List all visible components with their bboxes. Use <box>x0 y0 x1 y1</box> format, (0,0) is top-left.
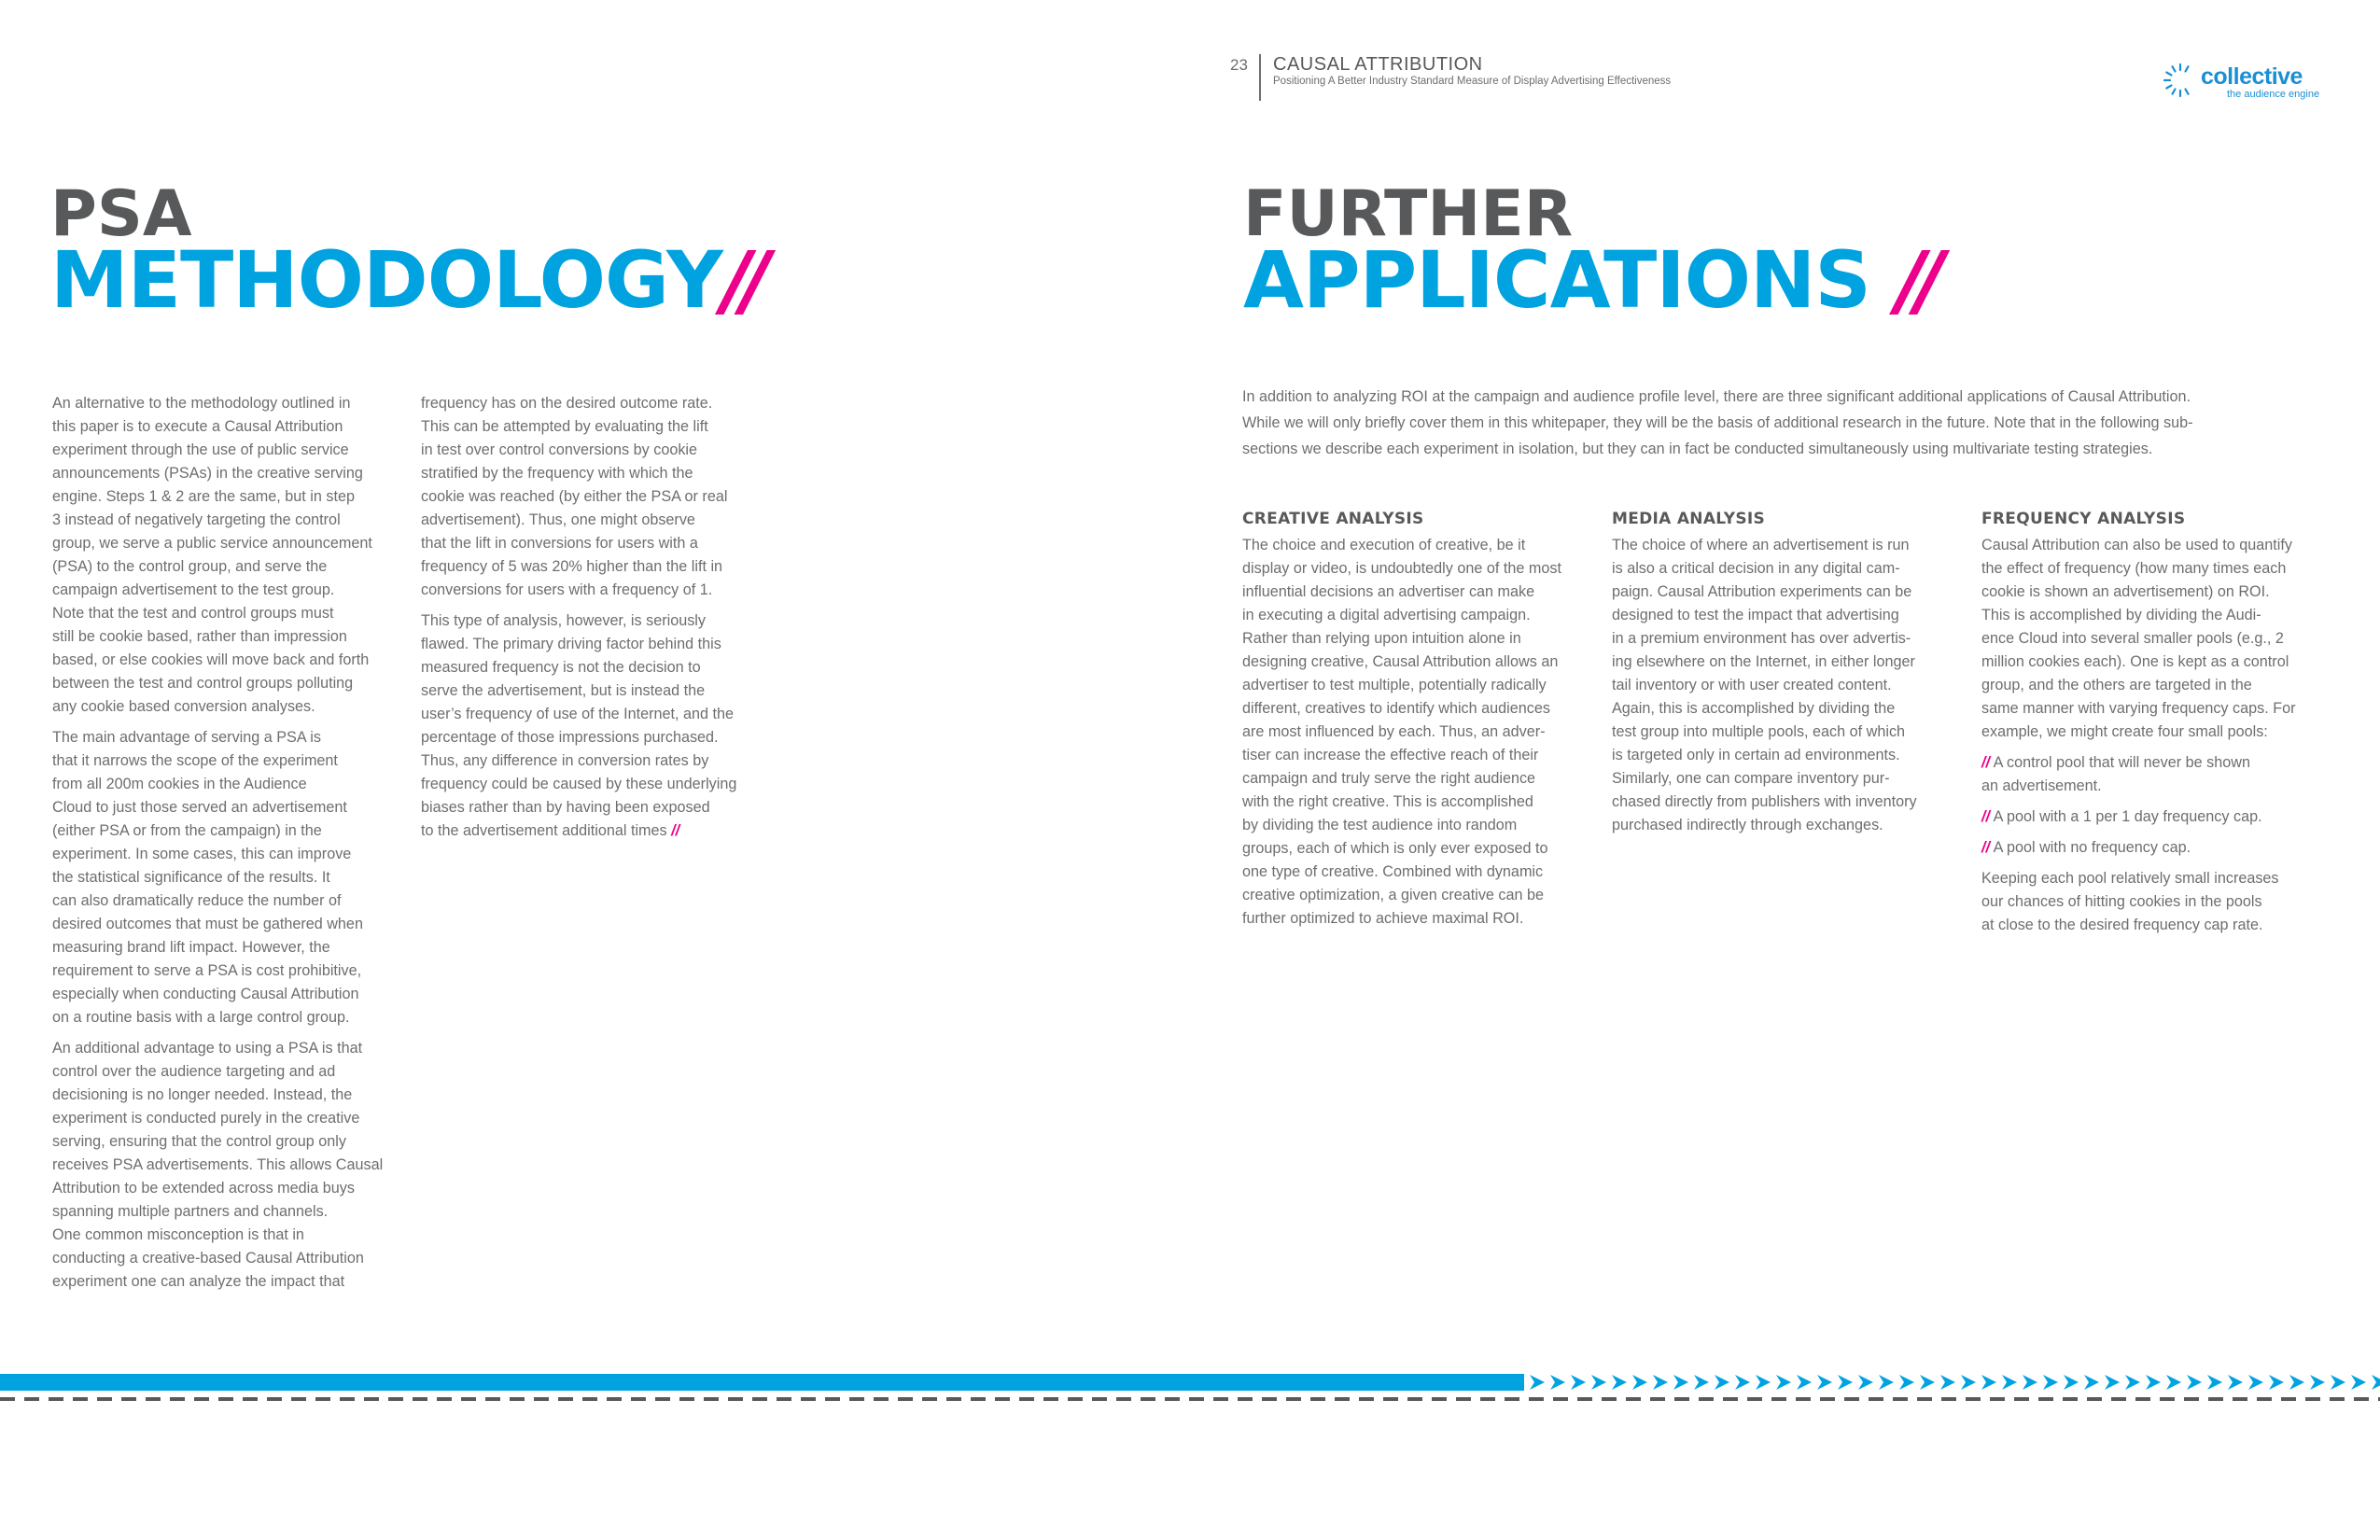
bullet-item <box>1981 836 2355 860</box>
applications-intro: In addition to analyzing ROI at the campaign and audience profile level, there are three significant additional applications of Causal Attribution. While we will only briefly cover them in this whitepaper, they will be the basis of additional research in the future. Note that in the following sub- sections we describe each experiment in isolation, but they can in fact be conducted simultaneously using multivariate testing strategies. <box>1242 388 2193 457</box>
bullet-item <box>1981 805 2355 829</box>
paragraph: Keeping each pool relatively small increases our chances of hitting cookies in the pools at close to the desired frequency cap rate. <box>1981 870 2279 933</box>
logo-wordmark: collective <box>2201 63 2303 90</box>
creative-analysis-title: CREATIVE ANALYSIS <box>1242 510 1424 528</box>
footer-dashed-rule <box>0 1397 2380 1401</box>
chevron-right-icon <box>1673 1374 1689 1391</box>
methodology-heading <box>50 234 762 326</box>
chevron-right-icon <box>2268 1374 2285 1391</box>
chevron-right-icon <box>1878 1374 1895 1391</box>
chevron-right-icon <box>2124 1374 2141 1391</box>
header-divider <box>1259 54 1261 101</box>
bullet-text: A pool with no frequency cap. <box>1993 839 2191 856</box>
collective-logo <box>2162 58 2330 105</box>
chevron-right-icon <box>2206 1374 2223 1391</box>
paragraph: An alternative to the methodology outlined in this paper is to execute a Causal Attribution experiment through the use of public service announcements (PSAs) in the creative serving engine. Steps 1 & 2 are the same, but in step 3 instead of negatively targeting the control group, we serve a public service announcement (PSA) to the control group, and serve the campaign advertisement to the test group. Note that the test and control groups must still be cookie based, rather than impression based, or else cookies will move back and forth between the test and control groups polluting any cookie based conversion analyses. <box>52 395 372 715</box>
psa-column-1 <box>52 392 407 1301</box>
methodology-heading-text: METHODOLOGY <box>50 234 722 326</box>
page-number: 23 <box>1230 56 1248 74</box>
bullet-text: A pool with a 1 per 1 day frequency cap. <box>1993 808 2262 825</box>
media-analysis-section <box>1612 510 1971 837</box>
chevron-right-icon <box>1796 1374 1813 1391</box>
chevron-right-icon <box>2330 1374 2346 1391</box>
chevron-right-icon <box>2001 1374 2018 1391</box>
chevron-right-icon <box>1981 1374 1997 1391</box>
bullet-slash-mark: // <box>1981 808 1990 825</box>
media-analysis-title: MEDIA ANALYSIS <box>1612 510 1766 528</box>
chevron-right-icon <box>2186 1374 2203 1391</box>
chevron-right-icon <box>2289 1374 2305 1391</box>
chevron-right-icon <box>1919 1374 1936 1391</box>
chevron-right-icon <box>1775 1374 1792 1391</box>
paragraph-text: This type of analysis, however, is seriously flawed. The primary driving factor behind this measured frequency is not the decision to serve the advertisement, but is instead the user’s frequency of use of the Internet, and the percentage of those impressions purchased. Thus, any difference in conversion rates by frequency could be caused by these underlying biases rather than by having been exposed to the advertisement additional times <box>421 612 737 839</box>
chevron-right-icon <box>1693 1374 1710 1391</box>
chevron-right-icon <box>1837 1374 1854 1391</box>
chevron-right-icon <box>2350 1374 2367 1391</box>
sunburst-c-icon <box>2162 62 2199 99</box>
paragraph: frequency has on the desired outcome rate. This can be attempted by evaluating the lift in test over control conversions by cookie stratified by the frequency with which the cookie was reached (by either the PSA or real advertisement). Thus, one might observe that the lift in conversions for users with a frequency of 5 was 20% higher than the lift in conversions for users with a frequency of 1. <box>421 395 728 598</box>
chevron-right-icon <box>2063 1374 2079 1391</box>
chevron-right-icon <box>2022 1374 2038 1391</box>
frequency-analysis-section <box>1981 510 2355 945</box>
applications-heading-text: APPLICATIONS <box>1243 234 1870 326</box>
heading-slash-mark: // <box>721 234 762 326</box>
chevron-right-icon <box>1611 1374 1628 1391</box>
bullet-slash-mark: // <box>1981 839 1990 856</box>
bullet-item <box>1981 751 2355 798</box>
chevron-right-icon <box>1939 1374 1956 1391</box>
psa-heading: PSA <box>50 177 192 251</box>
bullet-slash-mark: // <box>1981 754 1990 771</box>
heading-slash-mark: // <box>1897 234 1936 326</box>
chevron-right-icon <box>1549 1374 1566 1391</box>
chevron-right-icon <box>2371 1374 2380 1391</box>
document-title: CAUSAL ATTRIBUTION <box>1273 54 1483 75</box>
chevron-right-icon <box>1857 1374 1874 1391</box>
logo-tagline: the audience engine <box>2227 89 2320 100</box>
chevron-right-icon <box>2247 1374 2264 1391</box>
paragraph <box>421 609 776 843</box>
document-subtitle: Positioning A Better Industry Standard Measure of Display Advertising Effectiveness <box>1273 76 1672 87</box>
end-slash-mark: // <box>671 822 680 839</box>
chevron-right-icon <box>2165 1374 2182 1391</box>
chevron-right-icon <box>2145 1374 2162 1391</box>
frequency-analysis-title: FREQUENCY ANALYSIS <box>1981 510 2186 528</box>
chevron-right-icon <box>2104 1374 2121 1391</box>
paragraph: Causal Attribution can also be used to quantify the effect of frequency (how many times each cookie is shown an advertisement) on ROI. This is accomplished by dividing the Audi- ence Cloud into several smaller pools (e.g., 2 million cookies each). One is kept as a control group, and the others are targeted in the same manner with varying frequency caps. For example, we might create four small pools: <box>1981 537 2296 740</box>
creative-analysis-section <box>1242 510 1602 931</box>
chevron-right-icon <box>1714 1374 1730 1391</box>
chevron-right-icon <box>1816 1374 1833 1391</box>
chevron-right-icon <box>1960 1374 1977 1391</box>
chevron-right-icon <box>2042 1374 2059 1391</box>
paragraph: An additional advantage to using a PSA is that control over the audience targeting and ad decisioning is no longer needed. Instead, the experiment is conducted purely in the creative serving, ensuring that the control group only receives PSA advertisements. This allows Causal Attribution to be extended across media buys spanning multiple partners and channels. One common misconception is that in conducting a creative-based Causal Attribution experiment one can analyze the impact that <box>52 1040 384 1290</box>
media-analysis-body: The choice of where an advertisement is run is also a critical decision in any digital cam- paign. Causal Attribution experiments can be designed to test the impact that advertising in a premium environment has over advertis- ing elsewhere on the Internet, in either longer tail inventory or with user created content. Again, this is accomplished by dividing the test group into multiple pools, each of which is targeted only in certain ad environments. Similarly, one can compare inventory pur- chased directly from publishers with inventory purchased indirectly through exchanges. <box>1612 537 1917 833</box>
chevron-right-icon <box>1590 1374 1607 1391</box>
chevron-right-icon <box>1755 1374 1771 1391</box>
chevron-right-icon <box>1529 1374 1546 1391</box>
chevron-right-icon <box>1652 1374 1669 1391</box>
paragraph: The main advantage of serving a PSA is that it narrows the scope of the experiment from all 200m cookies in the Audience Cloud to just those served an advertisement (either PSA or from the campaign) in the experiment. In some cases, this can improve the statistical significance of the results. It can also dramatically reduce the number of desired outcomes that must be gathered when measuring brand lift impact. However, the requirement to serve a PSA is cost prohibitive, especially when conducting Causal Attribution on a routine basis with a large control group. <box>52 729 363 1026</box>
bullet-text: A control pool that will never be shown an advertisement. <box>1981 754 2250 794</box>
chevron-right-icon <box>2083 1374 2100 1391</box>
chevron-right-icon <box>2227 1374 2244 1391</box>
chevron-right-icon <box>1734 1374 1751 1391</box>
chevron-right-icon <box>1631 1374 1648 1391</box>
further-heading: FURTHER <box>1243 177 1574 251</box>
chevron-right-icon <box>1570 1374 1587 1391</box>
psa-column-2 <box>421 392 776 850</box>
footer-progress-bar <box>0 1374 1524 1391</box>
frequency-analysis-body <box>1981 534 2355 937</box>
applications-heading <box>1243 234 1936 326</box>
chevron-right-icon <box>2309 1374 2326 1391</box>
creative-analysis-body: The choice and execution of creative, be it display or video, is undoubtedly one of the most influential decisions an advertiser can make in executing a digital advertising campaign. Rather than relying upon intuition alone in designing creative, Causal Attribution allows an advertiser to test multiple, potentially radically different, creatives to identify which audiences are most influenced by each. Thus, an adver- tiser can increase the effective reach of their campaign and truly serve the right audience with the right creative. This is accomplished by dividing the test audience into random groups, each of which is only ever exposed to one type of creative. Combined with dynamic creative optimization, a given creative can be further optimized to achieve maximal ROI. <box>1242 537 1561 927</box>
chevron-right-icon <box>1898 1374 1915 1391</box>
